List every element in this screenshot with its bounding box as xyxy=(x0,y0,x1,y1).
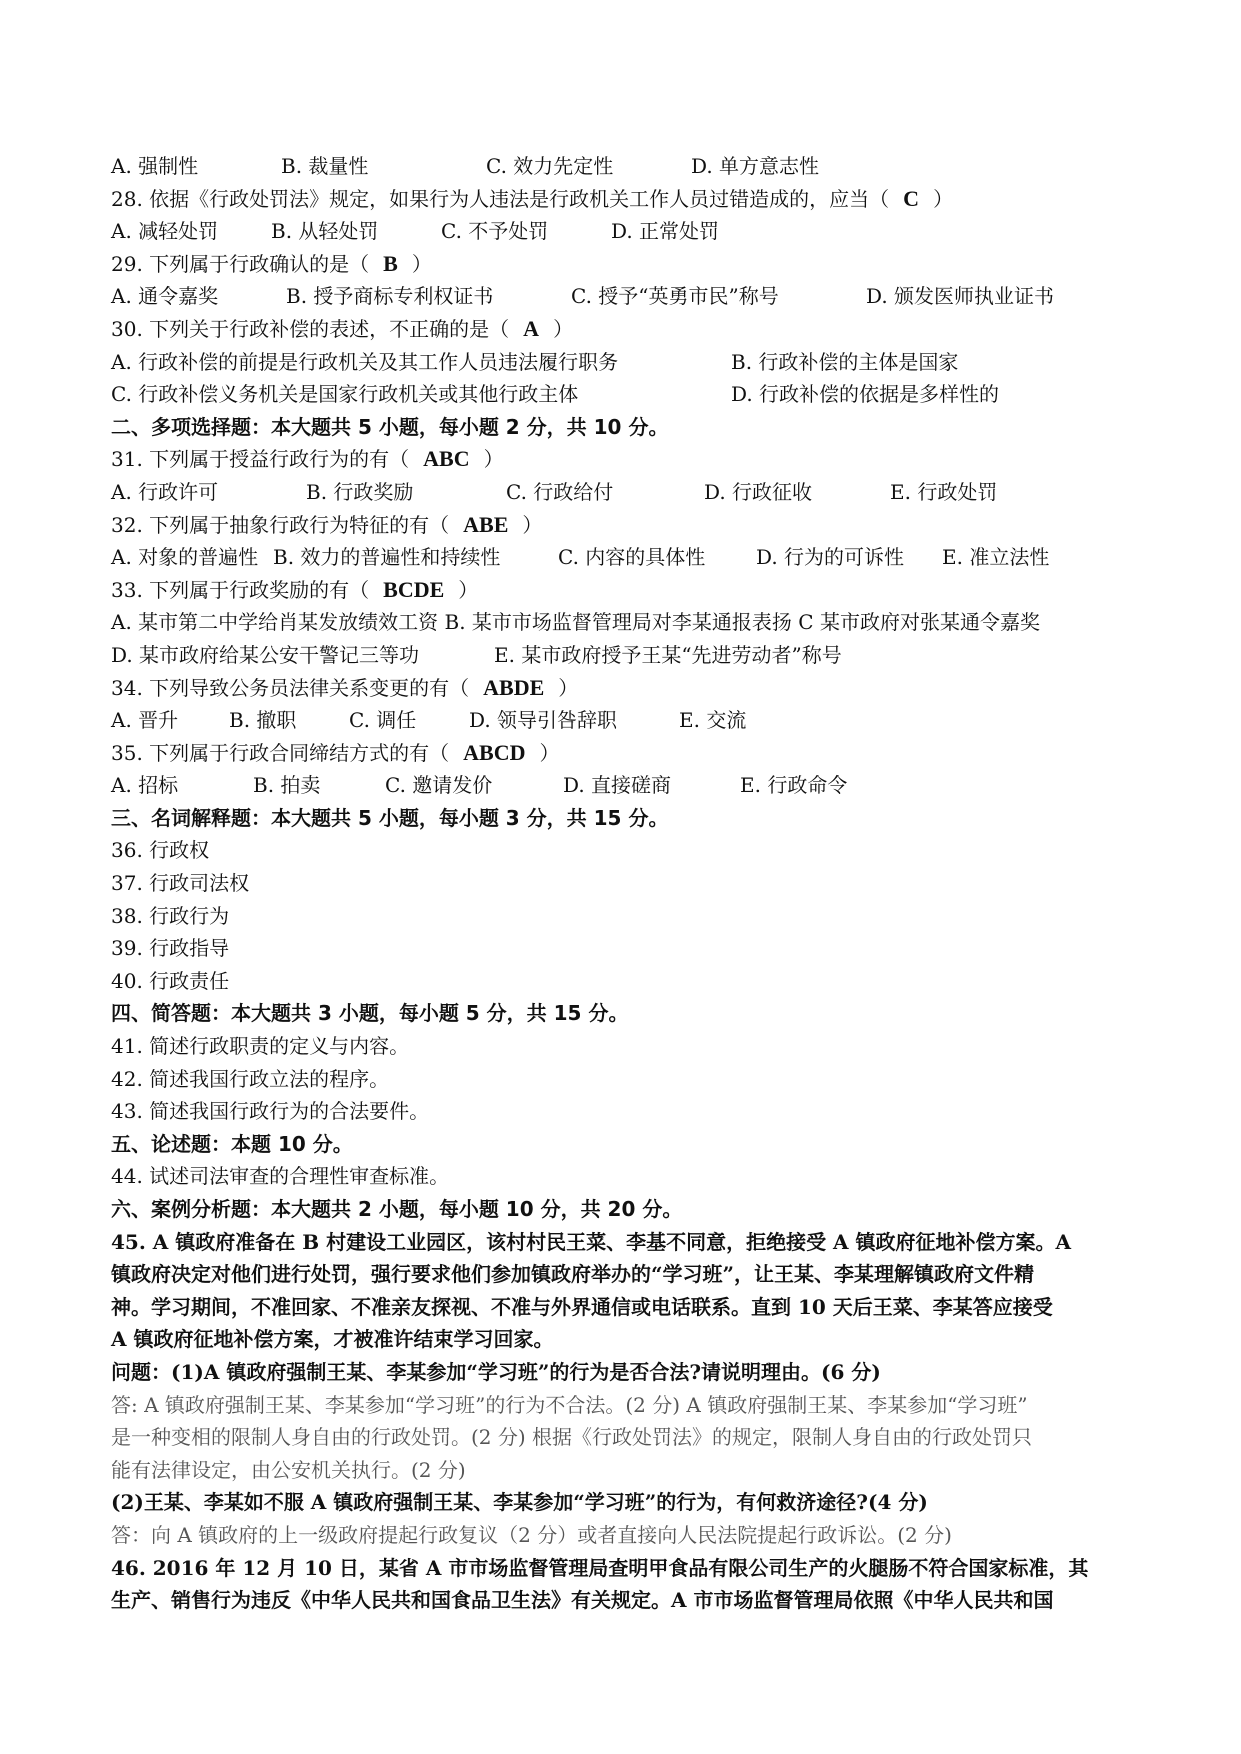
q28-options xyxy=(111,215,1131,248)
q32-option-e: E. 准立法性 xyxy=(942,545,1050,570)
q28-option-b: B. 从轻处罚 xyxy=(271,219,379,244)
q35-option-b: B. 拍卖 xyxy=(253,773,321,798)
q35-option-e: E. 行政命令 xyxy=(740,773,848,798)
q27-option-b: B. 裁量性 xyxy=(281,154,369,178)
q30-answer: A xyxy=(523,315,540,341)
essay-44: 44. 试述司法审查的合理性审查标准。 xyxy=(111,1164,450,1189)
term-40: 40. 行政责任 xyxy=(111,968,230,993)
q34-options xyxy=(111,704,1131,737)
q29-option-b: B. 授予商标专利权证书 xyxy=(286,284,494,309)
case45-line-3: 神。学习期间，不准回家、不准亲友探视、不准与外界通信或电话联系。直到 10 天后王菜、李某答应接受 xyxy=(111,1294,1053,1319)
q29-option-d: D. 颁发医师执业证书 xyxy=(866,284,1055,309)
case45-question-1: 问题：(1)A 镇政府强制王某、李某参加“学习班”的行为是否合法?请说明理由。(6 分) xyxy=(111,1359,881,1384)
q27-options xyxy=(111,150,1131,183)
q29-answer: B xyxy=(383,250,398,276)
q32-option-a: A. 对象的普遍性 xyxy=(111,545,259,570)
q32-option-c: C. 内容的具体性 xyxy=(558,545,706,570)
q32-option-d: D. 行为的可诉性 xyxy=(756,545,905,570)
q34-stem: 34. 下列导致公务员法律关系变更的有（ ABDE ） xyxy=(111,674,579,700)
q33-options-de xyxy=(111,639,1131,672)
q34-option-e: E. 交流 xyxy=(679,708,747,733)
q29-stem: 29. 下列属于行政确认的是（ B ） xyxy=(111,250,432,276)
q34-option-d: D. 领导引咎辞职 xyxy=(469,708,618,733)
q35-option-c: C. 邀请发价 xyxy=(385,773,493,798)
term-37: 37. 行政司法权 xyxy=(111,871,250,896)
section-heading-essay: 五、论述题：本题 10 分。 xyxy=(111,1131,353,1156)
q35-option-a: A. 招标 xyxy=(111,773,179,798)
q31-options xyxy=(111,476,1131,509)
case45-answer-1-line-1: 答: A 镇政府强制王某、李某参加“学习班”的行为不合法。(2 分) A 镇政府强制王某、李某参加“学习班” xyxy=(111,1392,1028,1417)
q31-option-d: D. 行政征收 xyxy=(704,479,813,504)
section-heading-short-answer: 四、简答题：本大题共 3 小题，每小题 5 分，共 15 分。 xyxy=(111,1001,629,1026)
q31-answer: ABC xyxy=(423,446,470,472)
case45-answer-1-line-3: 能有法律设定，由公安机关执行。(2 分) xyxy=(111,1457,466,1482)
q28-option-d: D. 正常处罚 xyxy=(611,219,720,244)
q30-options-cd xyxy=(111,378,1131,411)
case45-line-4: A 镇政府征地补偿方案，才被准许结束学习回家。 xyxy=(111,1327,554,1352)
q29-option-a: A. 通令嘉奖 xyxy=(111,284,219,309)
q31-option-b: B. 行政奖励 xyxy=(306,479,414,504)
q32-options xyxy=(111,541,1131,574)
q33-stem: 33. 下列属于行政奖励的有（ BCDE ） xyxy=(111,576,479,602)
case46-line-1: 46. 2016 年 12 月 10 日，某省 A 市市场监督管理局查明甲食品有限公司生产的火腿肠不符合国家标准，其 xyxy=(111,1555,1089,1580)
q30-stem: 30. 下列关于行政补偿的表述，不正确的是（ A ） xyxy=(111,315,574,341)
q33-option-d: D. 某市政府给某公安干警记三等功 xyxy=(111,642,420,667)
term-36: 36. 行政权 xyxy=(111,838,210,863)
exam-content xyxy=(111,150,1131,1617)
q28-option-c: C. 不予处罚 xyxy=(441,219,549,244)
q32-answer: ABE xyxy=(463,511,509,537)
q31-option-c: C. 行政给付 xyxy=(506,479,614,504)
q30-option-a: A. 行政补偿的前提是行政机关及其工作人员违法履行职务 xyxy=(111,349,619,374)
q27-option-c: C. 效力先定性 xyxy=(486,154,614,178)
q33-option-e: E. 某市政府授予王某“先进劳动者”称号 xyxy=(494,642,842,667)
q30-option-c: C. 行政补偿义务机关是国家行政机关或其他行政主体 xyxy=(111,382,579,407)
section-heading-multiple-choice: 二、多项选择题：本大题共 5 小题，每小题 2 分，共 10 分。 xyxy=(111,414,669,439)
q28-answer: C xyxy=(903,185,920,211)
q30-options-ab xyxy=(111,346,1131,379)
q35-option-d: D. 直接磋商 xyxy=(563,773,672,798)
term-39: 39. 行政指导 xyxy=(111,936,230,961)
case45-line-2: 镇政府决定对他们进行处罚，强行要求他们参加镇政府举办的“学习班”，让王某、李某理解镇政府文件精 xyxy=(111,1262,1035,1287)
q31-option-e: E. 行政处罚 xyxy=(890,479,998,504)
q35-options xyxy=(111,769,1131,802)
q28-stem: 28. 依据《行政处罚法》规定，如果行为人违法是行政机关工作人员过错造成的，应当（ C ） xyxy=(111,185,954,211)
q30-option-b: B. 行政补偿的主体是国家 xyxy=(731,349,959,374)
case46-line-2: 生产、销售行为违反《中华人民共和国食品卫生法》有关规定。A 市市场监督管理局依照《中华人民共和国 xyxy=(111,1588,1054,1613)
q31-stem: 31. 下列属于授益行政行为的有（ ABC ） xyxy=(111,446,504,472)
q27-option-a: A. 强制性 xyxy=(111,154,199,178)
q30-option-d: D. 行政补偿的依据是多样性的 xyxy=(731,382,1000,407)
q28-option-a: A. 减轻处罚 xyxy=(111,219,219,244)
q34-option-b: B. 撤职 xyxy=(229,708,297,733)
q35-answer: ABCD xyxy=(463,739,526,765)
section-heading-terms: 三、名词解释题：本大题共 5 小题，每小题 3 分，共 15 分。 xyxy=(111,805,669,830)
q32-option-b: B. 效力的普遍性和持续性 xyxy=(273,545,501,570)
q34-answer: ABDE xyxy=(483,674,545,700)
case45-line-1: 45. A 镇政府准备在 B 村建设工业园区，该村村民王菜、李基不同意，拒绝接受 A 镇政府征地补偿方案。A xyxy=(111,1229,1072,1254)
case45-answer-1-line-2: 是一种变相的限制人身自由的行政处罚。(2 分) 根据《行政处罚法》的规定，限制人身自由的行政处罚只 xyxy=(111,1425,1033,1450)
case45-question-2: (2)王某、李某如不服 A 镇政府强制王某、李某参加“学习班”的行为，有何救济途径?(4 分) xyxy=(111,1490,928,1515)
q35-stem: 35. 下列属于行政合同缔结方式的有（ ABCD ） xyxy=(111,739,560,765)
case45-answer-2: 答：向 A 镇政府的上一级政府提起行政复议（2 分）或者直接向人民法院提起行政诉讼。(2 分) xyxy=(111,1522,952,1547)
section-heading-case-analysis: 六、案例分析题：本大题共 2 小题，每小题 10 分，共 20 分。 xyxy=(111,1197,683,1221)
q33-answer: BCDE xyxy=(383,576,445,602)
q31-option-a: A. 行政许可 xyxy=(111,479,219,504)
q29-option-c: C. 授予“英勇市民”称号 xyxy=(571,284,779,309)
q33-options-abc: A. 某市第二中学给肖某发放绩效工资 B. 某市市场监督管理局对李某通报表扬 C 某市政府对张某通令嘉奖 xyxy=(111,610,1040,635)
short-43: 43. 简述我国行政行为的合法要件。 xyxy=(111,1099,430,1124)
short-41: 41. 简述行政职责的定义与内容。 xyxy=(111,1034,410,1059)
q29-options xyxy=(111,280,1131,313)
q32-stem: 32. 下列属于抽象行政行为特征的有（ ABE ） xyxy=(111,511,543,537)
short-42: 42. 简述我国行政立法的程序。 xyxy=(111,1066,390,1091)
q34-option-a: A. 晋升 xyxy=(111,708,179,733)
q27-option-d: D. 单方意志性 xyxy=(691,154,820,178)
q34-option-c: C. 调任 xyxy=(349,708,417,733)
term-38: 38. 行政行为 xyxy=(111,903,230,928)
